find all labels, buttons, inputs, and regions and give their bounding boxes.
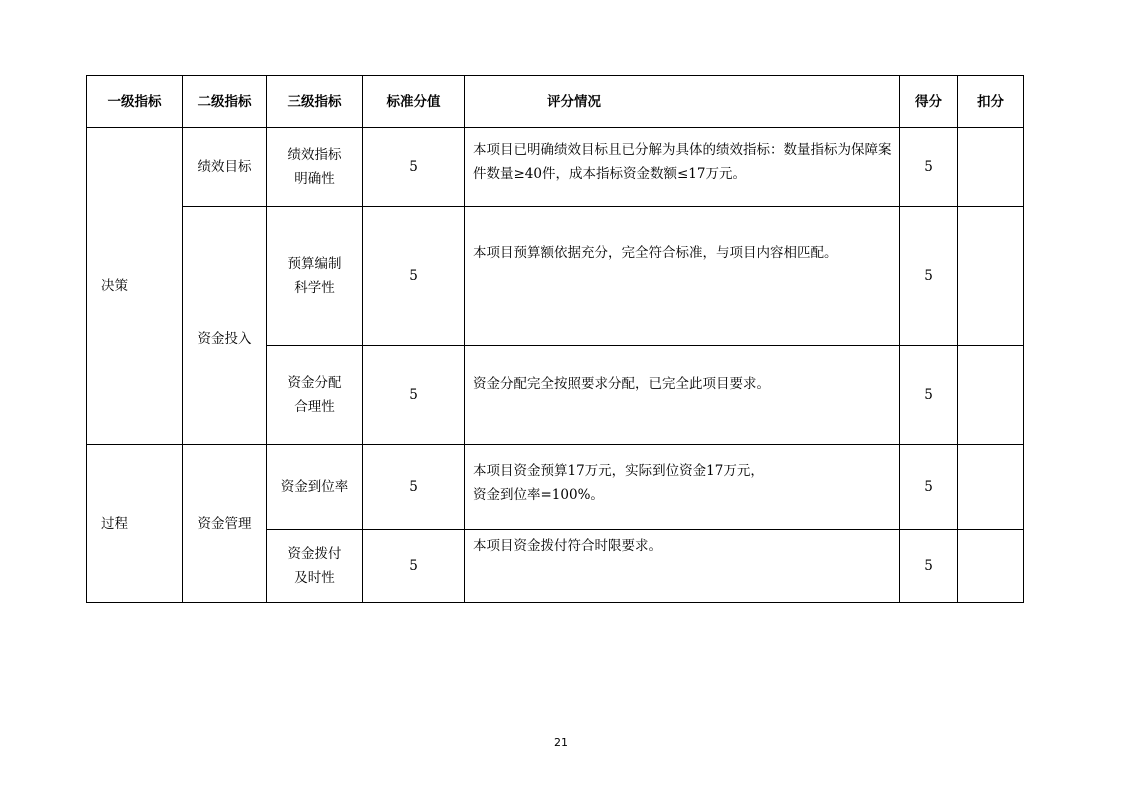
header-evaluation: 评分情况 <box>465 76 900 128</box>
evaluation-text <box>465 445 900 530</box>
group-decision: 决策 <box>87 128 183 445</box>
deduction-value <box>958 445 1024 530</box>
indicator-line1: 绩效指标 <box>287 147 342 163</box>
group-process: 过程 <box>87 445 183 603</box>
evaluation-text: 本项目已明确绩效目标且已分解为具体的绩效指标：数量指标为保障案件数量≥40件，成本指标资金数额≤17万元。 <box>465 128 900 207</box>
score-value: 5 <box>900 207 958 346</box>
header-deduction: 扣分 <box>958 76 1024 128</box>
indicator-cell <box>267 346 363 445</box>
evaluation-text: 本项目资金拨付符合时限要求。 <box>465 530 900 603</box>
standard-value: 5 <box>363 346 465 445</box>
evaluation-text: 本项目预算额依据充分，完全符合标准，与项目内容相匹配。 <box>465 207 900 346</box>
score-value: 5 <box>900 128 958 207</box>
page-number: 21 <box>554 736 568 749</box>
subgroup-fund-mgmt: 资金管理 <box>183 445 267 603</box>
header-score: 得分 <box>900 76 958 128</box>
evaluation-line1: 本项目资金预算17万元，实际到位资金17万元， <box>473 463 764 479</box>
standard-value: 5 <box>363 207 465 346</box>
deduction-value <box>958 128 1024 207</box>
table-row <box>87 128 1024 207</box>
deduction-value <box>958 346 1024 445</box>
subgroup-fund-input: 资金投入 <box>183 207 267 445</box>
indicator-line1: 资金到位率 <box>280 479 349 495</box>
evaluation-text: 资金分配完全按照要求分配，已完全此项目要求。 <box>465 346 900 445</box>
score-value: 5 <box>900 346 958 445</box>
evaluation-table <box>86 75 1024 603</box>
standard-value: 5 <box>363 128 465 207</box>
score-value: 5 <box>900 445 958 530</box>
table-row <box>87 207 1024 346</box>
header-level1: 一级指标 <box>87 76 183 128</box>
indicator-cell <box>267 530 363 603</box>
indicator-line1: 资金分配 <box>287 375 342 391</box>
standard-value: 5 <box>363 530 465 603</box>
indicator-cell <box>267 128 363 207</box>
deduction-value <box>958 207 1024 346</box>
indicator-line2: 合理性 <box>294 399 335 415</box>
header-row <box>87 76 1024 128</box>
standard-value: 5 <box>363 445 465 530</box>
header-level3: 三级指标 <box>267 76 363 128</box>
indicator-line2: 明确性 <box>294 171 335 187</box>
header-standard: 标准分值 <box>363 76 465 128</box>
deduction-value <box>958 530 1024 603</box>
subgroup-perf-goal: 绩效目标 <box>183 128 267 207</box>
indicator-line2: 科学性 <box>294 280 335 296</box>
indicator-cell <box>267 445 363 530</box>
indicator-line1: 预算编制 <box>287 256 342 272</box>
score-value: 5 <box>900 530 958 603</box>
table-row <box>87 445 1024 530</box>
header-level2: 二级指标 <box>183 76 267 128</box>
evaluation-line2: 资金到位率=100%。 <box>473 487 604 503</box>
indicator-line2: 及时性 <box>294 570 335 586</box>
indicator-cell <box>267 207 363 346</box>
indicator-line1: 资金拨付 <box>287 546 342 562</box>
